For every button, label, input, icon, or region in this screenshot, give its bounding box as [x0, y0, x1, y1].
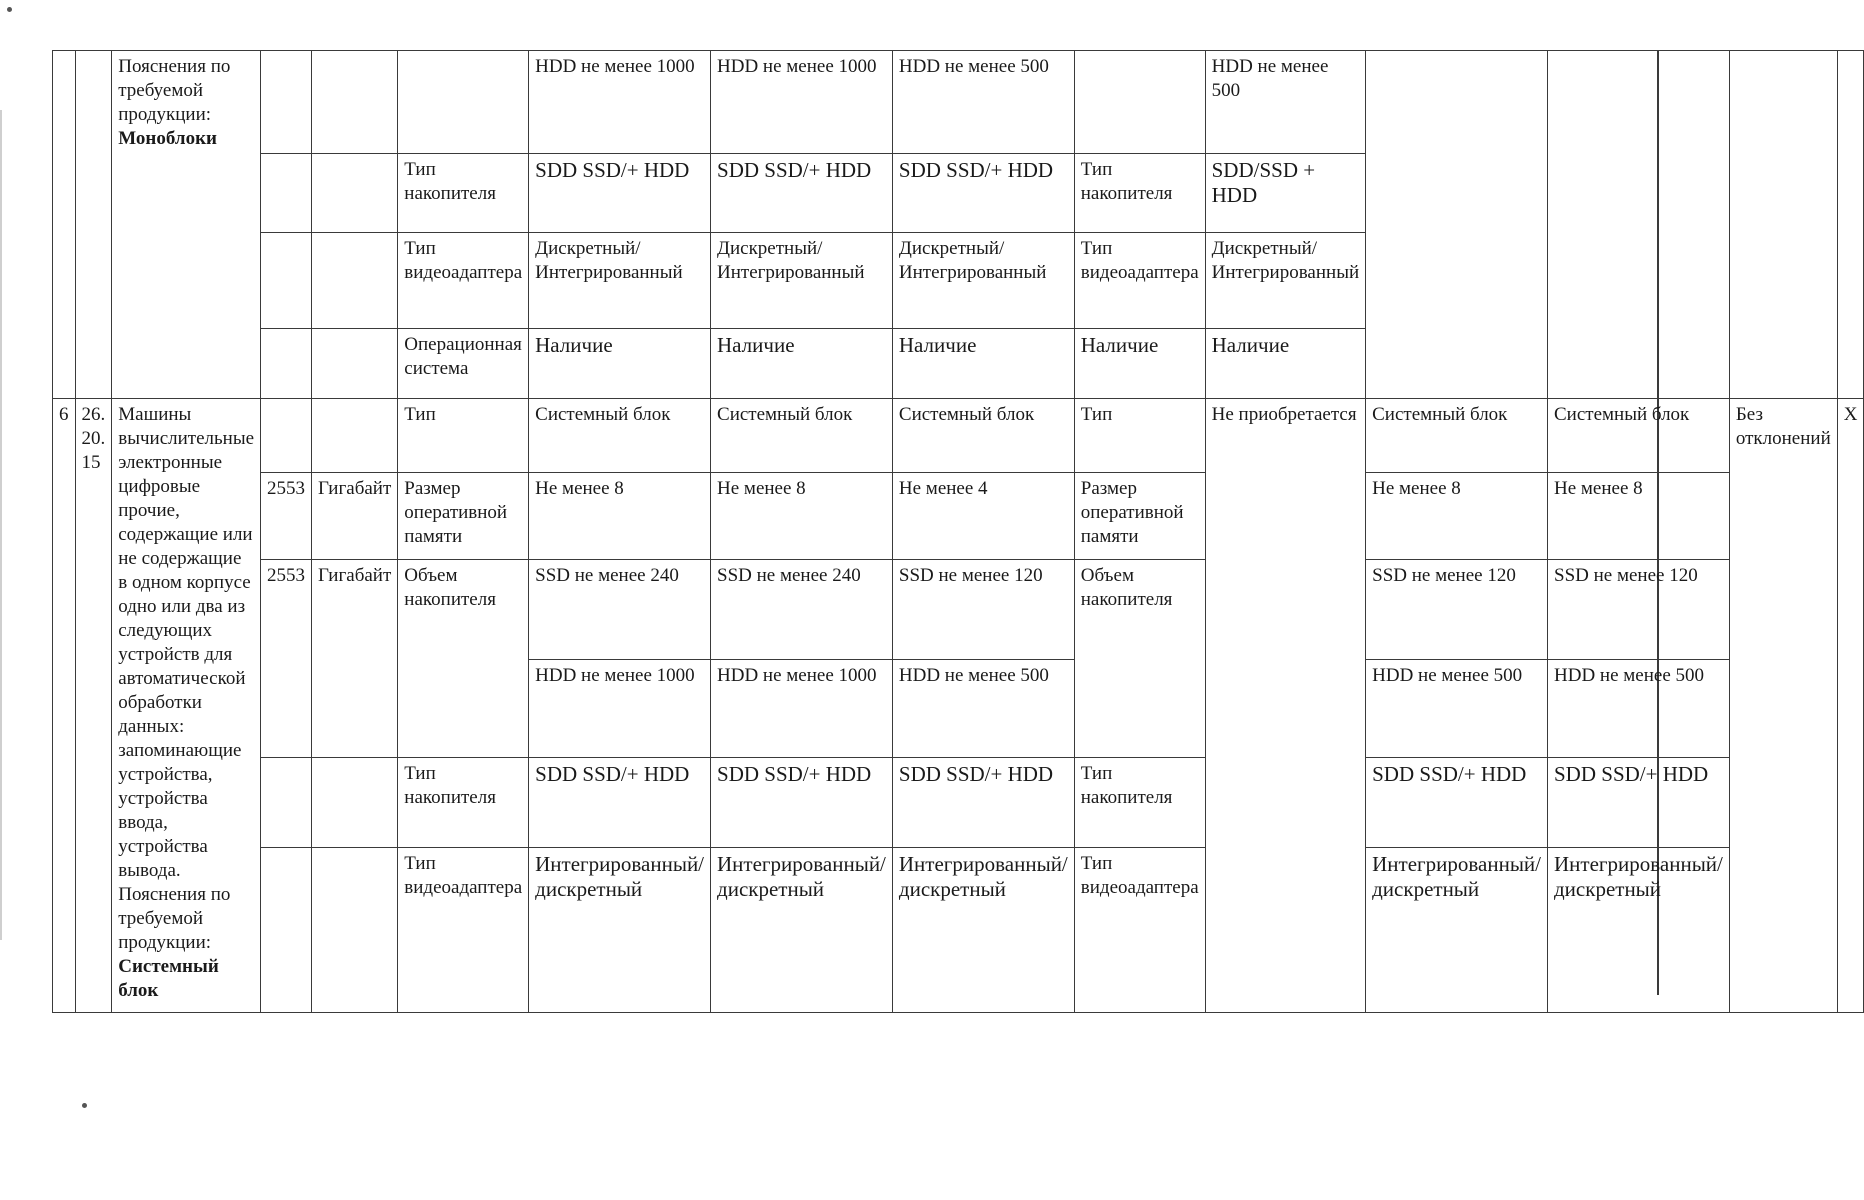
value-cell: HDD не менее 1000 [711, 51, 893, 154]
product-title: Пояснения по требуемой продукции: [118, 56, 231, 125]
value-cell: SDD SSD/+ HDD [892, 154, 1074, 233]
okei-cell [261, 154, 312, 233]
code-cell: 26. 20. 15 [75, 399, 112, 1013]
characteristic-name-cell: Тип видеоадаптера [1074, 233, 1205, 329]
scan-margin-line [0, 110, 2, 940]
product-name: Системный блок [118, 956, 219, 1001]
num-cell: 6 [53, 399, 76, 1013]
characteristic-name-cell: Объем накопителя [1074, 560, 1205, 758]
final-value-cell: HDD не менее 500 [1366, 660, 1548, 758]
value-cell: SSD не менее 120 [892, 560, 1074, 660]
final-value-cell: SDD SSD/+ HDD [1548, 758, 1730, 848]
specification-table [52, 50, 1864, 1013]
value-cell: Дискретный/ Интегрированный [892, 233, 1074, 329]
table-row [53, 848, 1864, 1013]
value-cell: Не менее 8 [529, 473, 711, 560]
characteristic-cell: Объем накопителя [398, 560, 529, 758]
scan-speck [82, 1103, 87, 1108]
supplier-value-cell: Наличие [1205, 329, 1366, 399]
value-cell: Системный блок [892, 399, 1074, 473]
empty-cell [1548, 51, 1730, 399]
value-cell: Интегрированный/дискретный [892, 848, 1074, 1013]
value-cell: Дискретный/ Интегрированный [711, 233, 893, 329]
supplier-value-cell: Не приобретается [1205, 399, 1366, 1013]
characteristic-cell: Тип [398, 399, 529, 473]
okei-cell [261, 848, 312, 1013]
characteristic-name-cell: Тип накопителя [1074, 758, 1205, 848]
final-value-cell: Не менее 8 [1548, 473, 1730, 560]
value-cell: SDD SSD/+ HDD [529, 154, 711, 233]
value-cell: SDD SSD/+ HDD [529, 758, 711, 848]
unit-cell [312, 399, 398, 473]
okei-cell [261, 758, 312, 848]
okei-cell [261, 399, 312, 473]
final-value-cell: SSD не менее 120 [1548, 560, 1730, 660]
okei-cell: 2553 [261, 473, 312, 560]
final-value-cell: Системный блок [1366, 399, 1548, 473]
value-cell: Системный блок [529, 399, 711, 473]
final-value-cell: SDD SSD/+ HDD [1366, 758, 1548, 848]
supplier-value-cell: SDD/SSD + HDD [1205, 154, 1366, 233]
final-value-cell: SSD не менее 120 [1366, 560, 1548, 660]
value-cell: HDD не менее 500 [892, 660, 1074, 758]
characteristic-name-cell: Тип накопителя [1074, 154, 1205, 233]
characteristic-name-cell: Тип видеоадаптера [1074, 848, 1205, 1013]
value-cell: Наличие [529, 329, 711, 399]
product-name: Моноблоки [118, 128, 217, 149]
value-cell: Не менее 4 [892, 473, 1074, 560]
table-row [53, 560, 1864, 660]
unit-cell [312, 758, 398, 848]
table-row [53, 473, 1864, 560]
final-value-cell: Интегрированный/дискретный [1366, 848, 1548, 1013]
product-description-cell [112, 399, 261, 1013]
value-cell: HDD не менее 1000 [529, 51, 711, 154]
empty-cell [1729, 51, 1837, 399]
value-cell: HDD не менее 1000 [529, 660, 711, 758]
table-row [53, 399, 1864, 473]
characteristic-name-cell: Тип [1074, 399, 1205, 473]
characteristic-cell: Операционная система [398, 329, 529, 399]
final-value-cell: Системный блок [1548, 399, 1730, 473]
okei-cell [261, 51, 312, 154]
value-cell: HDD не менее 1000 [711, 660, 893, 758]
final-value-cell: Интегрированный/дискретный [1548, 848, 1730, 1013]
table-row [53, 758, 1864, 848]
supplier-value-cell: Дискретный/ Интегрированный [1205, 233, 1366, 329]
characteristic-name-cell: Наличие [1074, 329, 1205, 399]
supplier-value-cell: HDD не менее 500 [1205, 51, 1366, 154]
code-cell [75, 51, 112, 399]
characteristic-cell: Тип накопителя [398, 758, 529, 848]
value-cell: Не менее 8 [711, 473, 893, 560]
value-cell: SDD SSD/+ HDD [711, 758, 893, 848]
final-value-cell: Не менее 8 [1366, 473, 1548, 560]
scan-speck [7, 7, 12, 12]
table-row [53, 51, 1864, 154]
value-cell: SSD не менее 240 [529, 560, 711, 660]
unit-cell [312, 154, 398, 233]
characteristic-name-cell [1074, 51, 1205, 154]
okei-cell: 2553 [261, 560, 312, 758]
value-cell: Наличие [711, 329, 893, 399]
value-cell: HDD не менее 500 [892, 51, 1074, 154]
characteristic-cell: Тип накопителя [398, 154, 529, 233]
product-description: Машины вычислительные электронные цифровые прочие, содержащие или не содержащие в одном корпусе одно или два из следующих устройств для автоматической обработки данных: запоминающие устройства, устройства ввода, устройства вывода. [118, 404, 255, 881]
value-cell: SDD SSD/+ HDD [711, 154, 893, 233]
value-cell: Интегрированный/ дискретный [711, 848, 893, 1013]
mark-cell: Х [1837, 399, 1864, 1013]
characteristic-cell: Тип видеоадаптера [398, 233, 529, 329]
unit-cell: Гигабайт [312, 473, 398, 560]
value-cell: Дискретный/ Интегрированный [529, 233, 711, 329]
deviation-cell: Без отклонений [1729, 399, 1837, 1013]
okei-cell [261, 329, 312, 399]
characteristic-name-cell: Размер оперативной памяти [1074, 473, 1205, 560]
value-cell: SSD не менее 240 [711, 560, 893, 660]
product-description-cell [112, 51, 261, 399]
unit-cell: Гигабайт [312, 560, 398, 758]
final-value-cell: HDD не менее 500 [1548, 660, 1730, 758]
num-cell [53, 51, 76, 399]
value-cell: Наличие [892, 329, 1074, 399]
unit-cell [312, 329, 398, 399]
empty-cell [1837, 51, 1864, 399]
okei-cell [261, 233, 312, 329]
value-cell: Интегрированный/дискретный [529, 848, 711, 1013]
characteristic-cell: Размер оперативной памяти [398, 473, 529, 560]
value-cell: SDD SSD/+ HDD [892, 758, 1074, 848]
unit-cell [312, 233, 398, 329]
characteristic-cell: Тип видеоадаптера [398, 848, 529, 1013]
unit-cell [312, 51, 398, 154]
characteristic-cell [398, 51, 529, 154]
empty-cell [1366, 51, 1548, 399]
product-title: Пояснения по требуемой продукции: [118, 884, 231, 953]
value-cell: Системный блок [711, 399, 893, 473]
unit-cell [312, 848, 398, 1013]
